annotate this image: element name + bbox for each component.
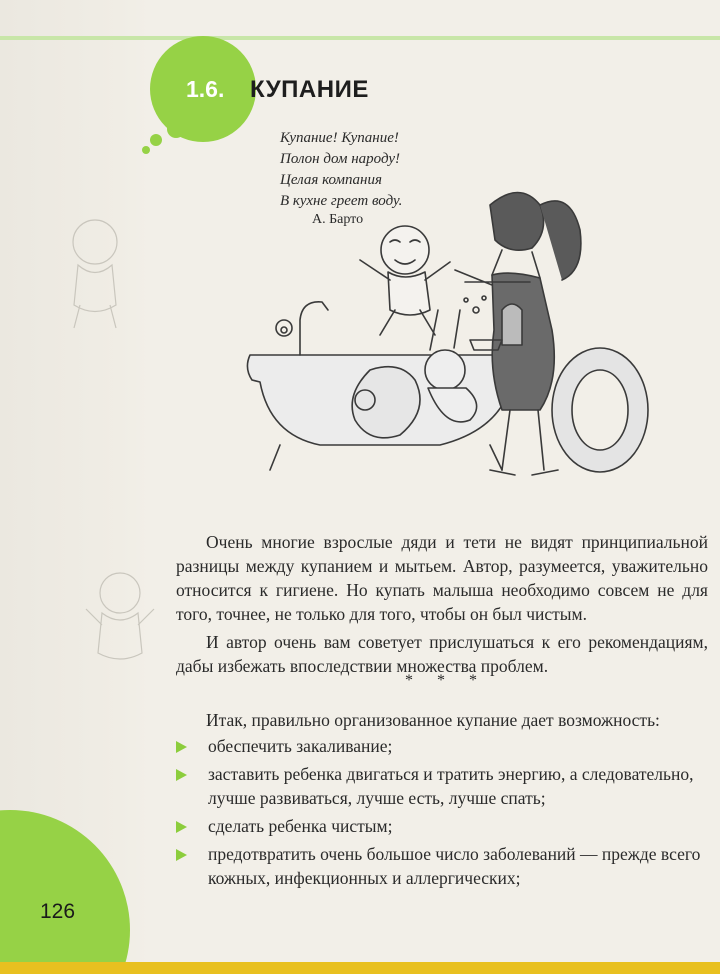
paragraph: Очень многие взрослые дяди и тети не видят принципиальной разницы между купанием и мытьем. Автор, разумеется, уважительно относится к гигиене. Но купать малыша необходимо совсем не для того, точнее, не только для того, чтобы он был чистым. — [176, 532, 708, 624]
page-number: 126 — [40, 900, 76, 923]
top-accent-line — [0, 36, 720, 40]
list-item — [176, 842, 716, 890]
main-text — [176, 530, 708, 678]
list-item — [176, 762, 716, 810]
bullet-triangle-icon — [176, 849, 187, 861]
poem-line: В кухне греет воду. — [280, 193, 403, 209]
heading-bubble — [142, 146, 150, 154]
heading-bubble — [167, 120, 185, 138]
poem-line: Полон дом народу! — [280, 151, 400, 167]
list-item-text: заставить ребенка двигаться и тратить энергию, а следовательно, лучше развиваться, лучше есть, лучше спать; — [208, 764, 694, 808]
bullet-triangle-icon — [176, 741, 187, 753]
section-separator: * * * — [405, 672, 487, 689]
heading-bubble — [150, 134, 162, 146]
bullet-triangle-icon — [176, 821, 187, 833]
poem-line: Купание! Купание! — [280, 130, 399, 146]
epigraph-author: А. Барто — [312, 212, 364, 227]
margin-sketch-baby-bottom — [80, 565, 160, 675]
section-title: КУПАНИЕ — [250, 76, 369, 103]
illustration-bath-scene — [240, 170, 680, 505]
list-item — [176, 734, 716, 758]
list-item-text: обеспечить закаливание; — [208, 736, 393, 756]
list-intro: Итак, правильно организованное купание дает возможность: — [206, 710, 660, 730]
list-item-text: сделать ребенка чистым; — [208, 816, 393, 836]
list-item — [176, 814, 716, 838]
benefits-list — [176, 734, 716, 894]
bullet-triangle-icon — [176, 769, 187, 781]
margin-sketch-baby-top — [50, 210, 140, 330]
bottom-stripe — [0, 962, 720, 974]
list-item-text: предотвратить очень большое число заболеваний — прежде всего кожных, инфекционных и аллергических; — [208, 844, 701, 888]
section-number: 1.6. — [186, 76, 225, 102]
paragraph: И автор очень вам советует прислушаться к его рекомендациям, дабы избежать впоследствии множества проблем. — [176, 632, 708, 676]
poem-line: Целая компания — [280, 172, 382, 188]
